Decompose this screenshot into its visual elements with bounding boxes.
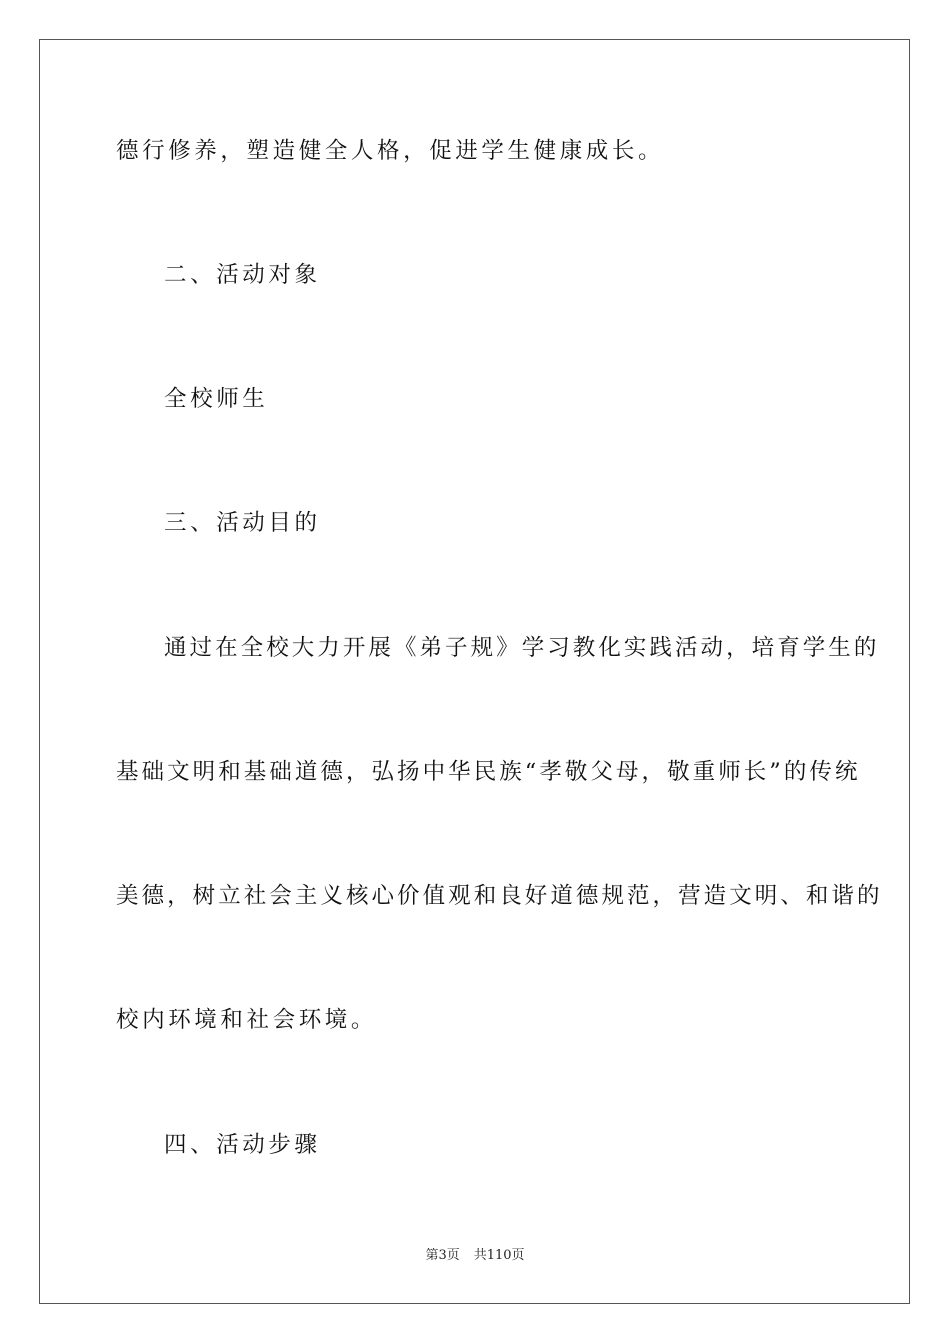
paragraph-line: 基础文明和基础道德，弘扬中华民族“孝敬父母，敬重师长”的传统: [116, 759, 861, 785]
page-count: 共110页: [473, 1248, 525, 1263]
page-frame: [39, 39, 910, 1304]
page-footer: [0, 1247, 950, 1265]
paragraph-line: 德行修养，塑造健全人格，促进学生健康成长。: [116, 138, 665, 164]
section-heading-activity-purpose: 三、活动目的: [164, 510, 321, 536]
paragraph-line: 美德，树立社会主义核心价值观和良好道德规范，营造文明、和谐的: [116, 883, 883, 909]
paragraph-line: 全校师生: [164, 386, 269, 412]
section-heading-activity-targets: 二、活动对象: [164, 262, 321, 288]
page-number: 第3页: [425, 1248, 460, 1263]
paragraph-line: 通过在全校大力开展《弟子规》学习教化实践活动，培育学生的: [164, 635, 880, 661]
paragraph-line: 校内环境和社会环境。: [116, 1007, 378, 1033]
section-heading-activity-steps: 四、活动步骤: [164, 1132, 321, 1158]
